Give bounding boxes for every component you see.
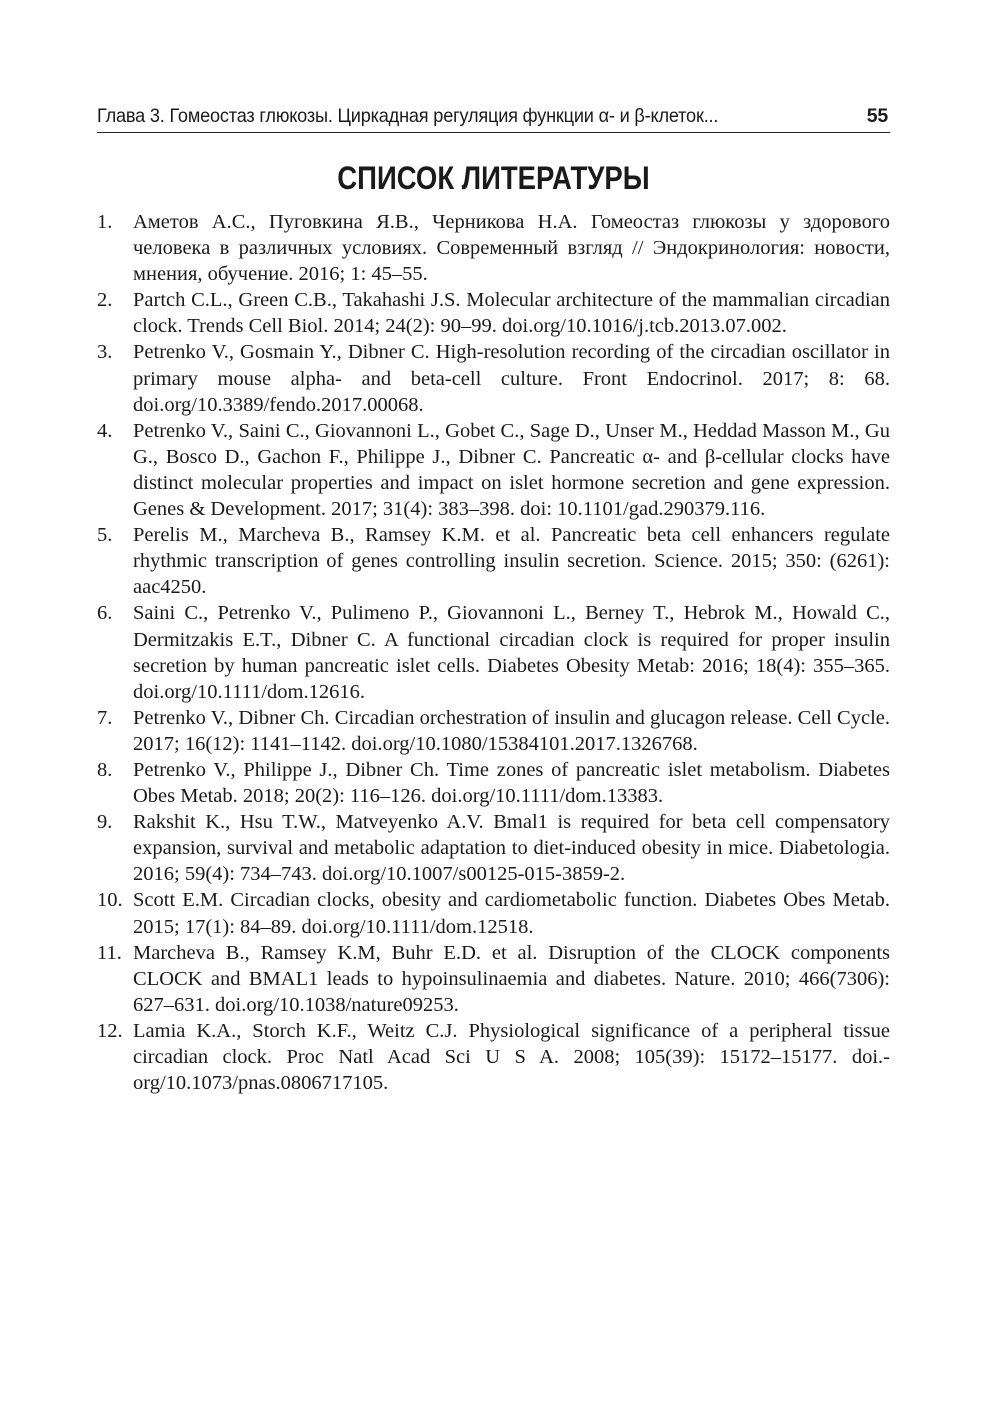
reference-number: 5. [97, 524, 113, 547]
reference-number: 11. [97, 941, 122, 964]
reference-number: 6. [97, 602, 113, 625]
reference-number: 4. [97, 419, 113, 442]
page-number: 55 [866, 105, 888, 127]
running-title: Глава 3. Гомеостаз глюкозы. Циркадная регуляция функции α- и β-клеток... [97, 105, 719, 127]
reference-number: 8. [97, 758, 113, 781]
reference-text: Perelis M., Marcheva B., Ramsey K.M. et al. Pancreatic beta cell enhancers regulate rhythmic transcription of genes controlling insulin secretion. Science. 2015; 350: (6261): aac4250. [133, 524, 890, 599]
reference-item [97, 287, 890, 339]
reference-text: Аметов А.С., Пуговкина Я.В., Черникова Н.А. Гомеостаз глюкозы у здорового человека в различных условиях. Современный взгляд // Эндокринология: новости, мнения, обучение. 2016; 1: 45–55. [133, 211, 890, 286]
reference-item [97, 600, 890, 704]
reference-text: Petrenko V., Philippe J., Dibner Ch. Time zones of pancreatic islet metabolism. Diabetes Obes Metab. 2018; 20(2): 116–126. doi.org/10.1111/dom.13383. [133, 758, 890, 808]
reference-item [97, 887, 890, 939]
reference-number: 12. [97, 1019, 123, 1042]
reference-item [97, 339, 890, 417]
reference-text: Rakshit K., Hsu T.W., Matveyenko A.V. Bmal1 is required for beta cell compensatory expansion, survival and metabolic adaptation to diet-induced obesity in mice. Diabetologia. 2016; 59(4): 734–743. doi.org/10.1007/s00125-015-3859-2. [133, 811, 890, 886]
reference-number: 3. [97, 341, 113, 364]
section-title: СПИСОК ЛИТЕРАТУРЫ [337, 160, 650, 196]
reference-text: Petrenko V., Gosmain Y., Dibner C. High-resolution recording of the circadian oscillator in primary mouse alpha- and beta-cell culture. Front Endocrinol. 2017; 8: 68. doi.org/10.3389/fendo.2017.00068. [133, 341, 890, 416]
reference-number: 7. [97, 706, 113, 729]
reference-item [97, 809, 890, 887]
reference-number: 1. [97, 211, 113, 233]
reference-number: 9. [97, 811, 113, 834]
reference-item [97, 757, 890, 809]
reference-item [97, 418, 890, 522]
reference-number: 2. [97, 289, 113, 312]
reference-item [97, 705, 890, 757]
reference-item [97, 1018, 890, 1096]
reference-item [97, 940, 890, 1018]
reference-text: Partch C.L., Green C.B., Takahashi J.S. Molecular architecture of the mammalian circadian clock. Trends Cell Biol. 2014; 24(2): 90–99. doi.org/10.1016/j.tcb.2013.07.002. [133, 289, 890, 338]
reference-item [97, 522, 890, 600]
reference-text: Saini C., Petrenko V., Pulimeno P., Giovannoni L., Berney T., Hebrok M., Howald C., Dermitzakis E.T., Dibner C. A functional circadian clock is required for proper insulin secretion by human pancreatic islet cells. Diabetes Obesity Metab: 2016; 18(4): 355–365. doi.org/10.1111/dom.12616. [133, 602, 890, 703]
reference-text: Lamia K.A., Storch K.F., Weitz C.J. Physiological significance of a peripheral tissue circadian clock. Proc Natl Acad Sci U S A. 2008; 105(39): 15172–15177. doi.org/10.1073/pnas.0806717105. [133, 1019, 890, 1095]
reference-text: Petrenko V., Saini C., Giovannoni L., Gobet C., Sage D., Unser M., Heddad Masson M., Gu G., Bosco D., Gachon F., Philippe J., Dibner C. Pancreatic α- and β-cellular clocks have distinct molecular properties and impact on islet hormone secretion and gene expression. Genes & Development. 2017; 31(4): 383–398. doi: 10.1101/gad.290379.116. [133, 419, 890, 521]
reference-text: Petrenko V., Dibner Ch. Circadian orchestration of insulin and glucagon release. Cell Cycle. 2017; 16(12): 1141–1142. doi.org/10.1080/15384101.2017.1326768. [133, 706, 890, 755]
reference-list [97, 209, 890, 1096]
running-header [97, 102, 890, 133]
reference-number: 10. [97, 889, 123, 912]
reference-text: Marcheva B., Ramsey K.M, Buhr E.D. et al. Disruption of the CLOCK components CLOCK and BMAL1 leads to hypoinsulinaemia and diabetes. Nature. 2010; 466(7306): 627–631. doi.org/10.1038/nature09253. [133, 941, 890, 1016]
reference-item [97, 209, 890, 287]
reference-text: Scott E.M. Circadian clocks, obesity and cardiometabolic function. Diabetes Obes Metab. 2015; 17(1): 84–89. doi.org/10.1111/dom.12518. [133, 889, 890, 938]
